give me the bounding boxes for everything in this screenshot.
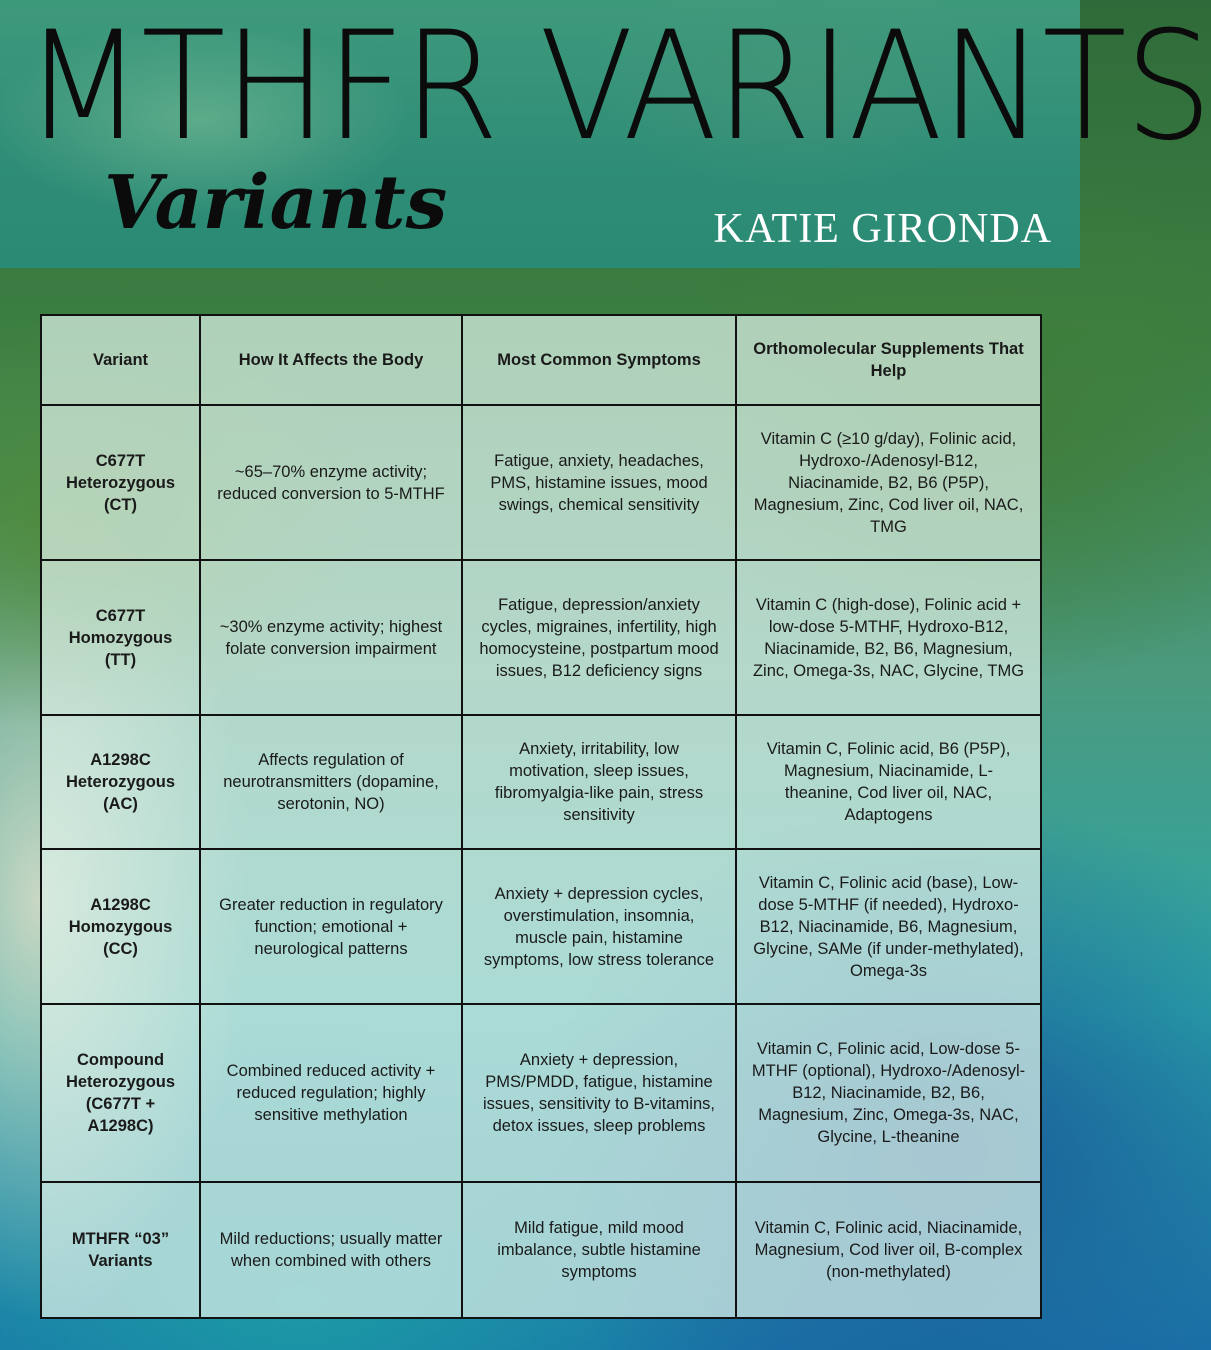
symptoms-cell: Mild fatigue, mild mood imbalance, subtle histamine symptoms xyxy=(462,1182,736,1318)
table-row xyxy=(41,715,1041,849)
table-row xyxy=(41,405,1041,560)
symptoms-cell: Fatigue, anxiety, headaches, PMS, histamine issues, mood swings, chemical sensitivity xyxy=(462,405,736,560)
variant-cell: A1298C Heterozygous (AC) xyxy=(41,715,200,849)
symptoms-cell: Anxiety, irritability, low motivation, sleep issues, fibromyalgia-like pain, stress sensitivity xyxy=(462,715,736,849)
supplements-cell: Vitamin C (≥10 g/day), Folinic acid, Hydroxo-/Adenosyl-B12, Niacinamide, B2, B6 (P5P), Magnesium, Zinc, Cod liver oil, NAC, TMG xyxy=(736,405,1041,560)
supplements-cell: Vitamin C, Folinic acid, Niacinamide, Magnesium, Cod liver oil, B-complex (non-methylated) xyxy=(736,1182,1041,1318)
table-header-row xyxy=(41,315,1041,405)
effect-cell: ~65–70% enzyme activity; reduced conversion to 5-MTHF xyxy=(200,405,462,560)
header-banner xyxy=(0,0,1211,268)
column-header-supplements: Orthomolecular Supplements That Help xyxy=(736,315,1041,405)
variant-cell: Compound Heterozygous (C677T + A1298C) xyxy=(41,1004,200,1182)
effect-cell: Greater reduction in regulatory function; emotional + neurological patterns xyxy=(200,849,462,1004)
page-subtitle: Variants xyxy=(104,160,448,246)
column-header-effect: How It Affects the Body xyxy=(200,315,462,405)
supplements-cell: Vitamin C, Folinic acid, Low-dose 5-MTHF (optional), Hydroxo-/Adenosyl-B12, Niacinamide, B2, B6, Magnesium, Zinc, Omega-3s, NAC, Glycine, L-theanine xyxy=(736,1004,1041,1182)
variants-table xyxy=(40,314,1042,1319)
symptoms-cell: Anxiety + depression cycles, overstimulation, insomnia, muscle pain, histamine symptoms, low stress tolerance xyxy=(462,849,736,1004)
variant-cell: MTHFR “03” Variants xyxy=(41,1182,200,1318)
author-name: KATIE GIRONDA xyxy=(713,206,1052,252)
table-row xyxy=(41,1004,1041,1182)
table-row xyxy=(41,1182,1041,1318)
supplements-cell: Vitamin C (high-dose), Folinic acid + low-dose 5-MTHF, Hydroxo-B12, Niacinamide, B2, B6, Magnesium, Zinc, Omega-3s, NAC, Glycine, TMG xyxy=(736,560,1041,715)
page-title: MTHFR VARIANTS xyxy=(24,0,1211,174)
column-header-symptoms: Most Common Symptoms xyxy=(462,315,736,405)
variant-cell: C677T Heterozygous (CT) xyxy=(41,405,200,560)
table-row xyxy=(41,560,1041,715)
effect-cell: Affects regulation of neurotransmitters (dopamine, serotonin, NO) xyxy=(200,715,462,849)
variant-cell: A1298C Homozygous (CC) xyxy=(41,849,200,1004)
effect-cell: Combined reduced activity + reduced regulation; highly sensitive methylation xyxy=(200,1004,462,1182)
symptoms-cell: Fatigue, depression/anxiety cycles, migraines, infertility, high homocysteine, postpartum mood issues, B12 deficiency signs xyxy=(462,560,736,715)
supplements-cell: Vitamin C, Folinic acid, B6 (P5P), Magnesium, Niacinamide, L-theanine, Cod liver oil, NAC, Adaptogens xyxy=(736,715,1041,849)
column-header-variant: Variant xyxy=(41,315,200,405)
symptoms-cell: Anxiety + depression, PMS/PMDD, fatigue, histamine issues, sensitivity to B-vitamins, detox issues, sleep problems xyxy=(462,1004,736,1182)
variant-cell: C677T Homozygous (TT) xyxy=(41,560,200,715)
supplements-cell: Vitamin C, Folinic acid (base), Low-dose 5-MTHF (if needed), Hydroxo-B12, Niacinamide, B6, Magnesium, Glycine, SAMe (if under-methylated), Omega-3s xyxy=(736,849,1041,1004)
table-row xyxy=(41,849,1041,1004)
effect-cell: ~30% enzyme activity; highest folate conversion impairment xyxy=(200,560,462,715)
effect-cell: Mild reductions; usually matter when combined with others xyxy=(200,1182,462,1318)
